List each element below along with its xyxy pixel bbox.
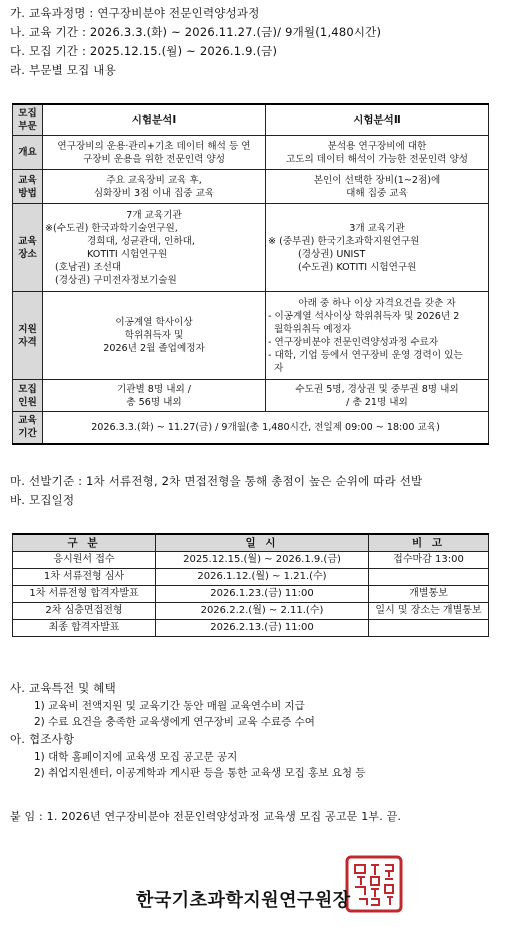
cell-line: 구장비 운용을 위한 전문인력 양성 xyxy=(83,153,225,165)
cell-line: KOTITI 시험연구원 xyxy=(87,248,168,260)
schedule-header-note: 비 고 xyxy=(369,534,489,552)
table-row-overview xyxy=(13,136,489,170)
cell-line: 자 xyxy=(274,362,284,374)
row-label xyxy=(13,204,43,292)
schedule-cell xyxy=(369,569,489,586)
cell-line: 3개 교육기관 xyxy=(349,222,405,234)
selection-section xyxy=(10,472,510,510)
schedule-cell: 1차 서류전형 합격자발표 xyxy=(13,586,156,603)
cell-line: 아래 중 하나 이상 자격요건을 갖춘 자 xyxy=(298,297,456,309)
schedule-cell: 접수마감 13:00 xyxy=(369,552,489,569)
cell-line: (경상권) UNIST xyxy=(298,248,366,260)
schedule-cell: 2026.1.12.(월) ~ 1.21.(수) xyxy=(156,569,369,586)
table-corner-cell xyxy=(13,104,43,136)
row-label xyxy=(13,380,43,412)
row-label xyxy=(13,136,43,170)
cell-line: 월학위취득 예정자 xyxy=(274,323,352,335)
schedule-cell: 최종 합격자발표 xyxy=(13,620,156,637)
cell-line: 주요 교육장비 교육 후, xyxy=(106,174,202,186)
schedule-cell xyxy=(369,620,489,637)
schedule-cell: 1차 서류전형 심사 xyxy=(13,569,156,586)
table-row-headcount xyxy=(13,380,489,412)
row-label-line: 모집 xyxy=(18,383,37,395)
table-row xyxy=(13,586,489,603)
cell-line: 경희대, 성균관대, 인하대, xyxy=(87,235,195,247)
cell xyxy=(266,292,489,380)
cooperation-heading: 아. 협조사항 xyxy=(10,732,75,746)
schedule-cell: 2026.2.2.(월) ~ 2.11.(수) xyxy=(156,603,369,620)
schedule-cell: 2026.2.13.(금) 11:00 xyxy=(156,620,369,637)
cell-line: (호남권) 조선대 xyxy=(55,261,122,273)
row-label-line: 교육 xyxy=(18,174,37,186)
row-label-line: 기간 xyxy=(18,428,37,440)
row-label-line: 장소 xyxy=(18,248,37,260)
cell xyxy=(266,136,489,170)
recruitment-table xyxy=(12,103,489,445)
cell xyxy=(266,204,489,292)
cell-line: - 이공계열 석사이상 학위취득자 및 2026년 2 xyxy=(268,310,460,322)
cell-line: 심화장비 3점 이내 집중 교육 xyxy=(93,187,215,199)
table-row-eligibility xyxy=(13,292,489,380)
table-row xyxy=(13,552,489,569)
row-label-line: 자격 xyxy=(18,336,37,348)
table-row-method xyxy=(13,170,489,204)
selection-criteria-line: 마. 선발기준 : 1차 서류전형, 2차 면접전형을 통해 총점이 높은 순위에 따라 선발 xyxy=(10,474,423,488)
schedule-table xyxy=(12,533,489,637)
signature-issuer: 한국기초과학지원연구원장 xyxy=(136,890,351,911)
cell-line: 대해 집중 교육 xyxy=(346,187,408,199)
recruit-details-heading: 라. 부문별 모집 내용 xyxy=(10,63,116,77)
table-row xyxy=(13,603,489,620)
cell xyxy=(43,292,266,380)
benefit-item: 2) 수료 요건을 충족한 교육생에게 연구장비 교육 수료증 수여 xyxy=(34,716,315,728)
schedule-cell: 2025.12.15.(월) ~ 2026.1.9.(금) xyxy=(156,552,369,569)
cell xyxy=(43,380,266,412)
schedule-header-category: 구 분 xyxy=(13,534,156,552)
table-row xyxy=(13,620,489,637)
cell-line: 고도의 데이터 해석이 가능한 전문인력 양성 xyxy=(285,153,469,165)
attachment-line: 붙 임 : 1. 2026년 연구장비분야 전문인력양성과정 교육생 모집 공고문 1부. 끝. xyxy=(10,810,402,823)
schedule-cell: 개별통보 xyxy=(369,586,489,603)
cell-line: / 총 21명 내외 xyxy=(346,396,408,408)
cell xyxy=(43,204,266,292)
cell-line: 연구장비의 운용·관리+기초 데이터 해석 등 연 xyxy=(57,140,251,152)
cell-line: - 연구장비분야 전문인력양성과정 수료자 xyxy=(268,336,439,348)
cell xyxy=(43,136,266,170)
column-header-analysis-1: 시험분석Ⅰ xyxy=(43,104,266,136)
corner-line: 부문 xyxy=(18,121,37,132)
schedule-heading: 바. 모집일정 xyxy=(10,493,75,507)
row-label-line: 교육 xyxy=(18,235,37,247)
cell-line: 7개 교육기관 xyxy=(126,209,182,221)
recruit-period-line: 다. 모집 기간 : 2025.12.15.(월) ~ 2026.1.9.(금) xyxy=(10,44,278,58)
row-label-line: 교육 xyxy=(18,415,37,427)
benefits-heading: 사. 교육특전 및 혜택 xyxy=(10,681,116,695)
cell-line: 수도권 5명, 경상권 및 중부권 8명 내외 xyxy=(295,383,459,395)
row-label xyxy=(13,170,43,204)
schedule-cell: 2026.1.23.(금) 11:00 xyxy=(156,586,369,603)
schedule-cell: 응시원서 접수 xyxy=(13,552,156,569)
row-label-line: 인원 xyxy=(18,396,37,408)
cell-line: ※ (중부권) 한국기초과학지원연구원 xyxy=(268,235,420,247)
course-name-line: 가. 교육과정명 : 연구장비분야 전문인력양성과정 xyxy=(10,6,260,20)
course-period-line: 나. 교육 기간 : 2026.3.3.(화) ~ 2026.11.27.(금)/ 9개월(1,480시간) xyxy=(10,25,382,39)
period-cell: 2026.3.3.(화) ~ 11.27(금) / 9개월(총 1,480시간, 전일제 09:00 ~ 18:00 교육) xyxy=(43,412,489,444)
cell-line: (경상권) 구미전자정보기술원 xyxy=(55,274,177,286)
benefits-section xyxy=(10,679,510,781)
cell xyxy=(266,170,489,204)
cell-line: - 대학, 기업 등에서 연구장비 운영 경력이 있는 xyxy=(268,349,463,361)
schedule-cell: 2차 심층면접전형 xyxy=(13,603,156,620)
cooperation-item: 1) 대학 홈페이지에 교육생 모집 공고문 공지 xyxy=(34,751,238,763)
row-label-line: 지원 xyxy=(18,323,37,335)
table-row xyxy=(13,569,489,586)
cooperation-item: 2) 취업지원센터, 이공계학과 게시판 등을 통한 교육생 모집 홍보 요청 등 xyxy=(34,767,366,779)
cell-line: 기관별 8명 내외 / xyxy=(116,383,192,395)
cell-line: 분석용 연구장비에 대한 xyxy=(327,140,427,152)
row-label xyxy=(13,412,43,444)
schedule-cell: 일시 및 장소는 개별통보 xyxy=(369,603,489,620)
row-label-line: 개요 xyxy=(18,147,37,158)
table-row-location xyxy=(13,204,489,292)
cell-line: 2026년 2월 졸업예정자 xyxy=(103,343,205,354)
cell-line: 총 56명 내외 xyxy=(126,396,182,408)
schedule-header-datetime: 일 시 xyxy=(156,534,369,552)
cell-line: 이공계열 학사이상 xyxy=(115,317,193,328)
cell-line: ※(수도권) 한국과학기술연구원, xyxy=(45,222,178,234)
cell-line: 본인이 선택한 장비(1~2점)에 xyxy=(313,174,441,186)
official-seal-icon xyxy=(345,855,403,913)
cell xyxy=(43,170,266,204)
table-row-period xyxy=(13,412,489,444)
cell xyxy=(266,380,489,412)
column-header-analysis-2: 시험분석Ⅱ xyxy=(266,104,489,136)
cell-line: (수도권) KOTITI 시험연구원 xyxy=(298,261,417,273)
benefit-item: 1) 교육비 전액지원 및 교육기간 동안 매월 교육연수비 지급 xyxy=(34,700,305,712)
row-label xyxy=(13,292,43,380)
intro-section xyxy=(10,4,510,80)
corner-line: 모집 xyxy=(18,108,37,119)
row-label-line: 방법 xyxy=(18,187,37,199)
cell-line: 학위취득자 및 xyxy=(124,330,184,341)
